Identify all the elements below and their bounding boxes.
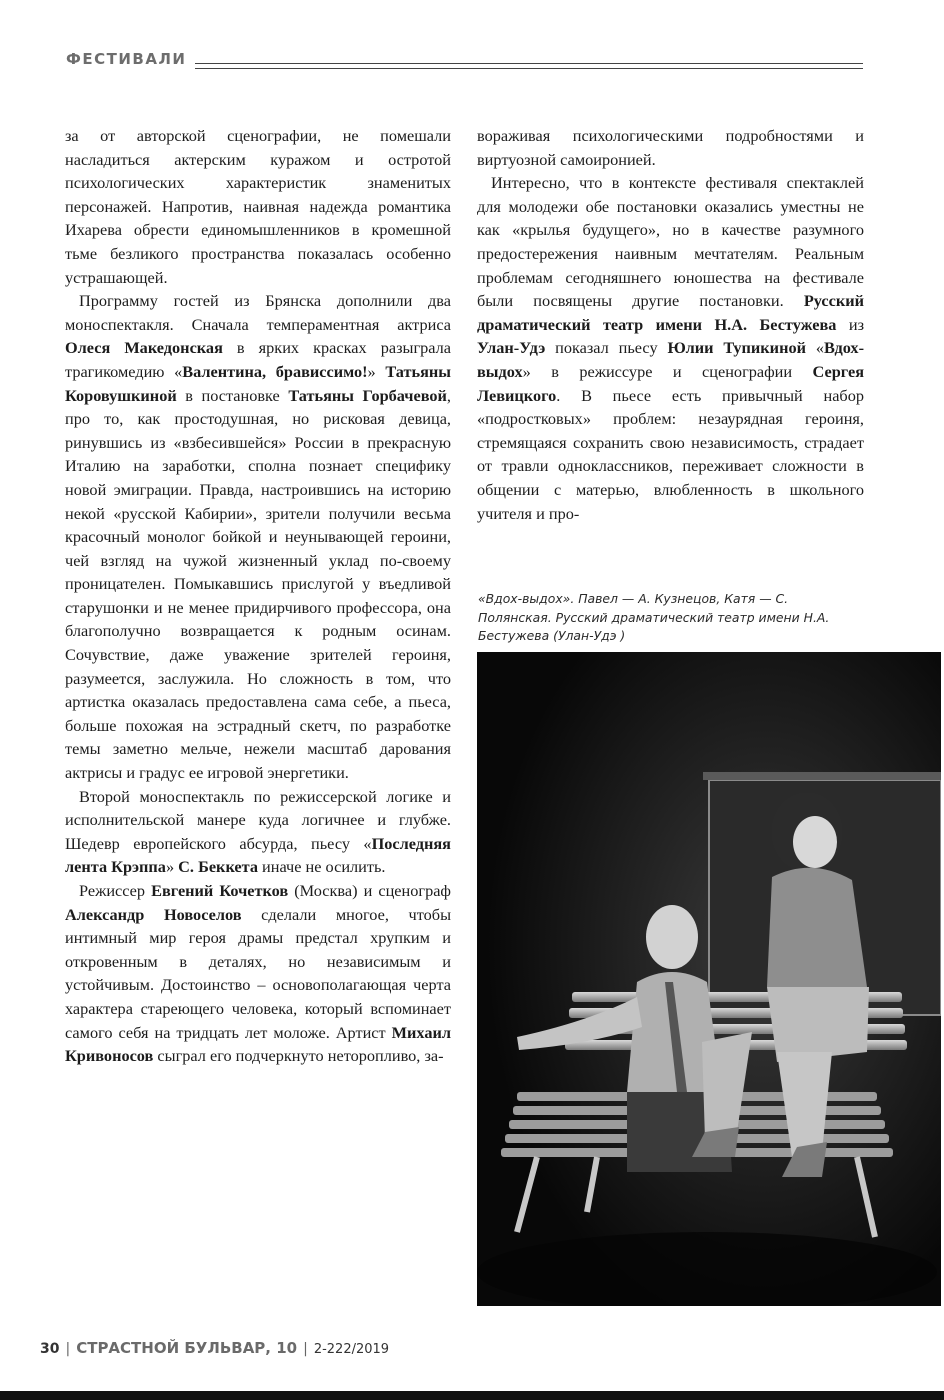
text-run: иначе не осилить.	[257, 857, 386, 877]
text-run: Интересно, что в контексте фестиваля спектаклей для молодежи обе постановки оказались уместны не как «крылья будущего», но в качестве разумного предостережения наивным мечтателям. Реальным проблемам сегодняшнего юношества на фестивале были посвящены другие постановки.	[477, 173, 864, 311]
bold-name: Русский драматический театр имени Н.А. Бестужева	[477, 291, 864, 334]
text-run: Режиссер	[79, 881, 152, 900]
text-run: в ярких красках разыграла трагикомедию «	[65, 338, 451, 381]
text-run: сделали многое, чтобы интимный мир героя драмы предстал хрупким и откровенным в деталях, но независимым и устойчивым. Достоинство – основополагающая черта характера стареющего человека, который вспоминает самого себя на тридцать лет моложе. Артист	[65, 904, 452, 1042]
issue-number: 2-222/2019	[313, 1342, 390, 1357]
text-run: . В пьесе есть привычный набор «подростковых» проблем: незаурядная героиня, стремящаяся сохранить свою независимость, страдает от травли одноклассников, переживает сложности в общении с матерью, влюбленность в школьного учителя и про-	[477, 385, 864, 523]
footer-divider: |	[303, 1341, 308, 1357]
magazine-title: СТРАСТНОЙ БУЛЬВАР, 10	[76, 1339, 298, 1357]
text-run: Второй моноспектакль по режиссерской логике и исполнительской манере куда логичнее и глубже. Шедевр европейского абсурда, пьесу «	[65, 786, 451, 853]
text-run: , про то, как простодушная, но рисковая девица, ринувшись из «взбесившейся» России в прекрасную Италию на заработки, сполна познает специфику новой эмиграции. Правда, настроившись на историю некой «русской Кабирии», зрители получили весьма красочный монолог бойкой и неунывающей героини, чей взгляд на чужой жизненный уклад по-своему проницателен. Помыкавшись прислугой у въедливой старушонки и не менее придирчивого профессора, она благополучно возвращается к родным осинам. Сочувствие, даже уважение зрителей героиня, разумеется, заслужила. Но сложность в том, что артистка оказалась предоставлена сама себе, а пьеса, больше похожая на эстрадный скетч, по разработке темы заметно мельче, нежели масштаб дарования актрисы и градус ее игровой энергетики.	[65, 385, 451, 783]
text-run: сыграл его подчеркнуто неторопливо, за-	[153, 1046, 444, 1066]
bold-name: С. Беккета	[178, 857, 258, 877]
photo-caption: «Вдох-выдох». Павел — А. Кузнецов, Катя — С. Полянская. Русский драматический театр имени Н.А. Бестужева (Улан-Удэ )	[478, 591, 830, 644]
section-title: ФЕСТИВАЛИ	[66, 50, 187, 68]
bold-name: Евгений Кочетков	[151, 881, 289, 900]
article-paragraph	[65, 124, 451, 289]
article-paragraph	[65, 879, 451, 1068]
bold-name: Олеся Македонская	[65, 338, 223, 358]
header-rule-top	[195, 63, 863, 64]
article-paragraph	[477, 171, 864, 525]
article-paragraph	[477, 124, 864, 171]
text-run: «	[805, 338, 824, 358]
article-column-right	[477, 124, 864, 525]
footer-divider: |	[65, 1341, 71, 1357]
text-run: в постановке	[176, 385, 289, 405]
text-run: »	[367, 361, 386, 381]
bold-name: Александр Новоселов	[65, 904, 242, 924]
bold-name: Вдох-выдох	[477, 338, 864, 381]
page-number: 30	[40, 1341, 60, 1357]
article-paragraph	[65, 785, 451, 879]
page-footer	[40, 1338, 389, 1357]
stage-photo	[477, 652, 941, 1306]
bold-name: Валентина, брависсимо!	[182, 361, 368, 381]
bold-name: Михаил Кривоносов	[65, 1022, 451, 1066]
text-run: за от авторской сценографии, не помешали насладиться актерским куражом и остротой психологических характеристик знаменитых персонажей. Напротив, наивная надежда романтика Ихарева обрести единомышленников в кромешной тьме безликого пространства показалась особенно устрашающей.	[65, 126, 451, 287]
text-run: вораживая психологическими подробностями и виртуозной самоиронией.	[477, 126, 864, 169]
text-run: показал пьесу	[545, 338, 668, 358]
bold-name: Юлии Тупикиной	[667, 338, 806, 358]
bold-name: Татьяны Горбачевой	[288, 385, 447, 405]
bold-name: Сергея Левицкого	[477, 361, 864, 405]
bold-name: Улан-Удэ	[477, 338, 546, 358]
text-run: » в режиссуре и сценографии	[522, 361, 813, 381]
text-run: »	[165, 857, 179, 877]
text-run: (Москва) и сценограф	[288, 881, 451, 900]
header-rule-bottom	[195, 68, 863, 69]
page-bottom-bar	[0, 1391, 944, 1400]
text-run: из	[836, 314, 865, 334]
bold-name: Последняя лента Крэппа	[65, 833, 451, 877]
article-paragraph	[65, 289, 451, 784]
text-run: Программу гостей из Брянска дополнили два моноспектакля. Сначала темпераментная актриса	[65, 291, 451, 334]
bold-name: Татьяны Коровушкиной	[65, 361, 451, 405]
article-column-left	[65, 124, 451, 1068]
